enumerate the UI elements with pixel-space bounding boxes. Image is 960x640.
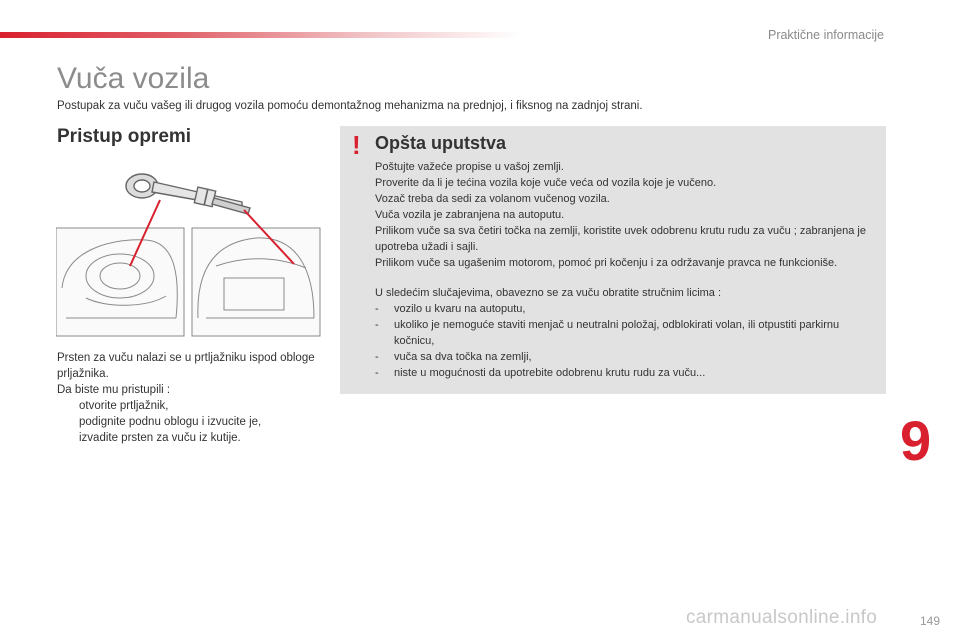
dash-marker: - <box>375 303 379 315</box>
page-title: Vuča vozila <box>57 62 210 95</box>
page-number: 149 <box>919 614 940 628</box>
access-heading: Pristup opremi <box>57 126 192 147</box>
case-text: vozilo u kvaru na autoputu, <box>394 303 526 315</box>
list-item <box>375 349 880 365</box>
case-text: niste u mogućnosti da upotrebite odobrenu krutu rudu za vuču... <box>394 367 706 379</box>
checkbox-bullet-icon <box>57 414 79 430</box>
warning-line: Vozač treba da sedi za volanom vučenog vozila. <box>375 193 610 205</box>
warning-icon: ! <box>352 130 361 160</box>
intro-text: Postupak za vuču vašeg ili drugog vozila pomoću demontažnog mehanizma na prednjoj, i fiksnog na zadnjoj strani. <box>57 100 643 112</box>
access-text <box>57 350 327 446</box>
case-text: ukoliko je nemoguće staviti menjač u neutralni položaj, odblokirati volan, ili otpustiti parkirnu kočnicu, <box>394 319 840 347</box>
warning-line: Prilikom vuče sa ugašenim motorom, pomoć pri kočenju i za održavanje pravca ne funkcioniše. <box>375 257 838 269</box>
checkbox-bullet-icon <box>57 430 79 446</box>
warning-line: Prilikom vuče sa sva četiri točka na zemlji, koristite uvek odobrenu krutu rudu za vuču ; zabranjena je upotreba užadi i sajli. <box>375 225 866 253</box>
warning-line: Poštujte važeće propise u vašoj zemlji. <box>375 161 564 173</box>
dash-marker: - <box>375 351 379 363</box>
trunk-view-left <box>56 228 184 336</box>
case-text: vuča sa dva točka na zemlji, <box>394 351 532 363</box>
warning-title: Opšta uputstva <box>375 133 507 153</box>
access-lead: Da biste mu pristupili : <box>57 384 171 396</box>
warning-lines <box>375 159 880 271</box>
chapter-number: 9 <box>900 409 932 472</box>
tow-ring-illustration <box>56 168 326 340</box>
warning-line: Proverite da li je tećina vozila koje vuče veća od vozila koje je vučeno. <box>375 177 717 189</box>
list-item <box>375 365 880 381</box>
warning-box <box>340 126 886 394</box>
warning-line: Vuča vozila je zabranjena na autoputu. <box>375 209 565 221</box>
section-label: Praktične informacije <box>767 28 884 42</box>
warning-cases <box>375 285 880 381</box>
list-item <box>375 317 880 349</box>
list-item <box>57 414 327 430</box>
list-item <box>57 430 327 446</box>
list-item <box>57 398 327 414</box>
list-item-text: izvadite prsten za vuču iz kutije. <box>79 432 241 444</box>
dash-marker: - <box>375 319 379 331</box>
list-item <box>375 301 880 317</box>
trunk-view-right <box>192 228 320 336</box>
watermark: carmanualsonline.info <box>686 607 878 628</box>
cases-intro: U sledećim slučajevima, obavezno se za vuču obratite stručnim licima : <box>375 287 722 299</box>
list-item-text: podignite podnu oblogu i izvucite je, <box>79 416 262 428</box>
list-item-text: otvorite prtljažnik, <box>79 400 169 412</box>
access-paragraph: Prsten za vuču nalazi se u prtljažniku ispod obloge prljažnika. <box>57 352 315 380</box>
dash-marker: - <box>375 367 379 379</box>
tow-ring-icon <box>126 174 250 214</box>
checkbox-bullet-icon <box>57 398 79 414</box>
header-accent-bar <box>0 32 520 38</box>
